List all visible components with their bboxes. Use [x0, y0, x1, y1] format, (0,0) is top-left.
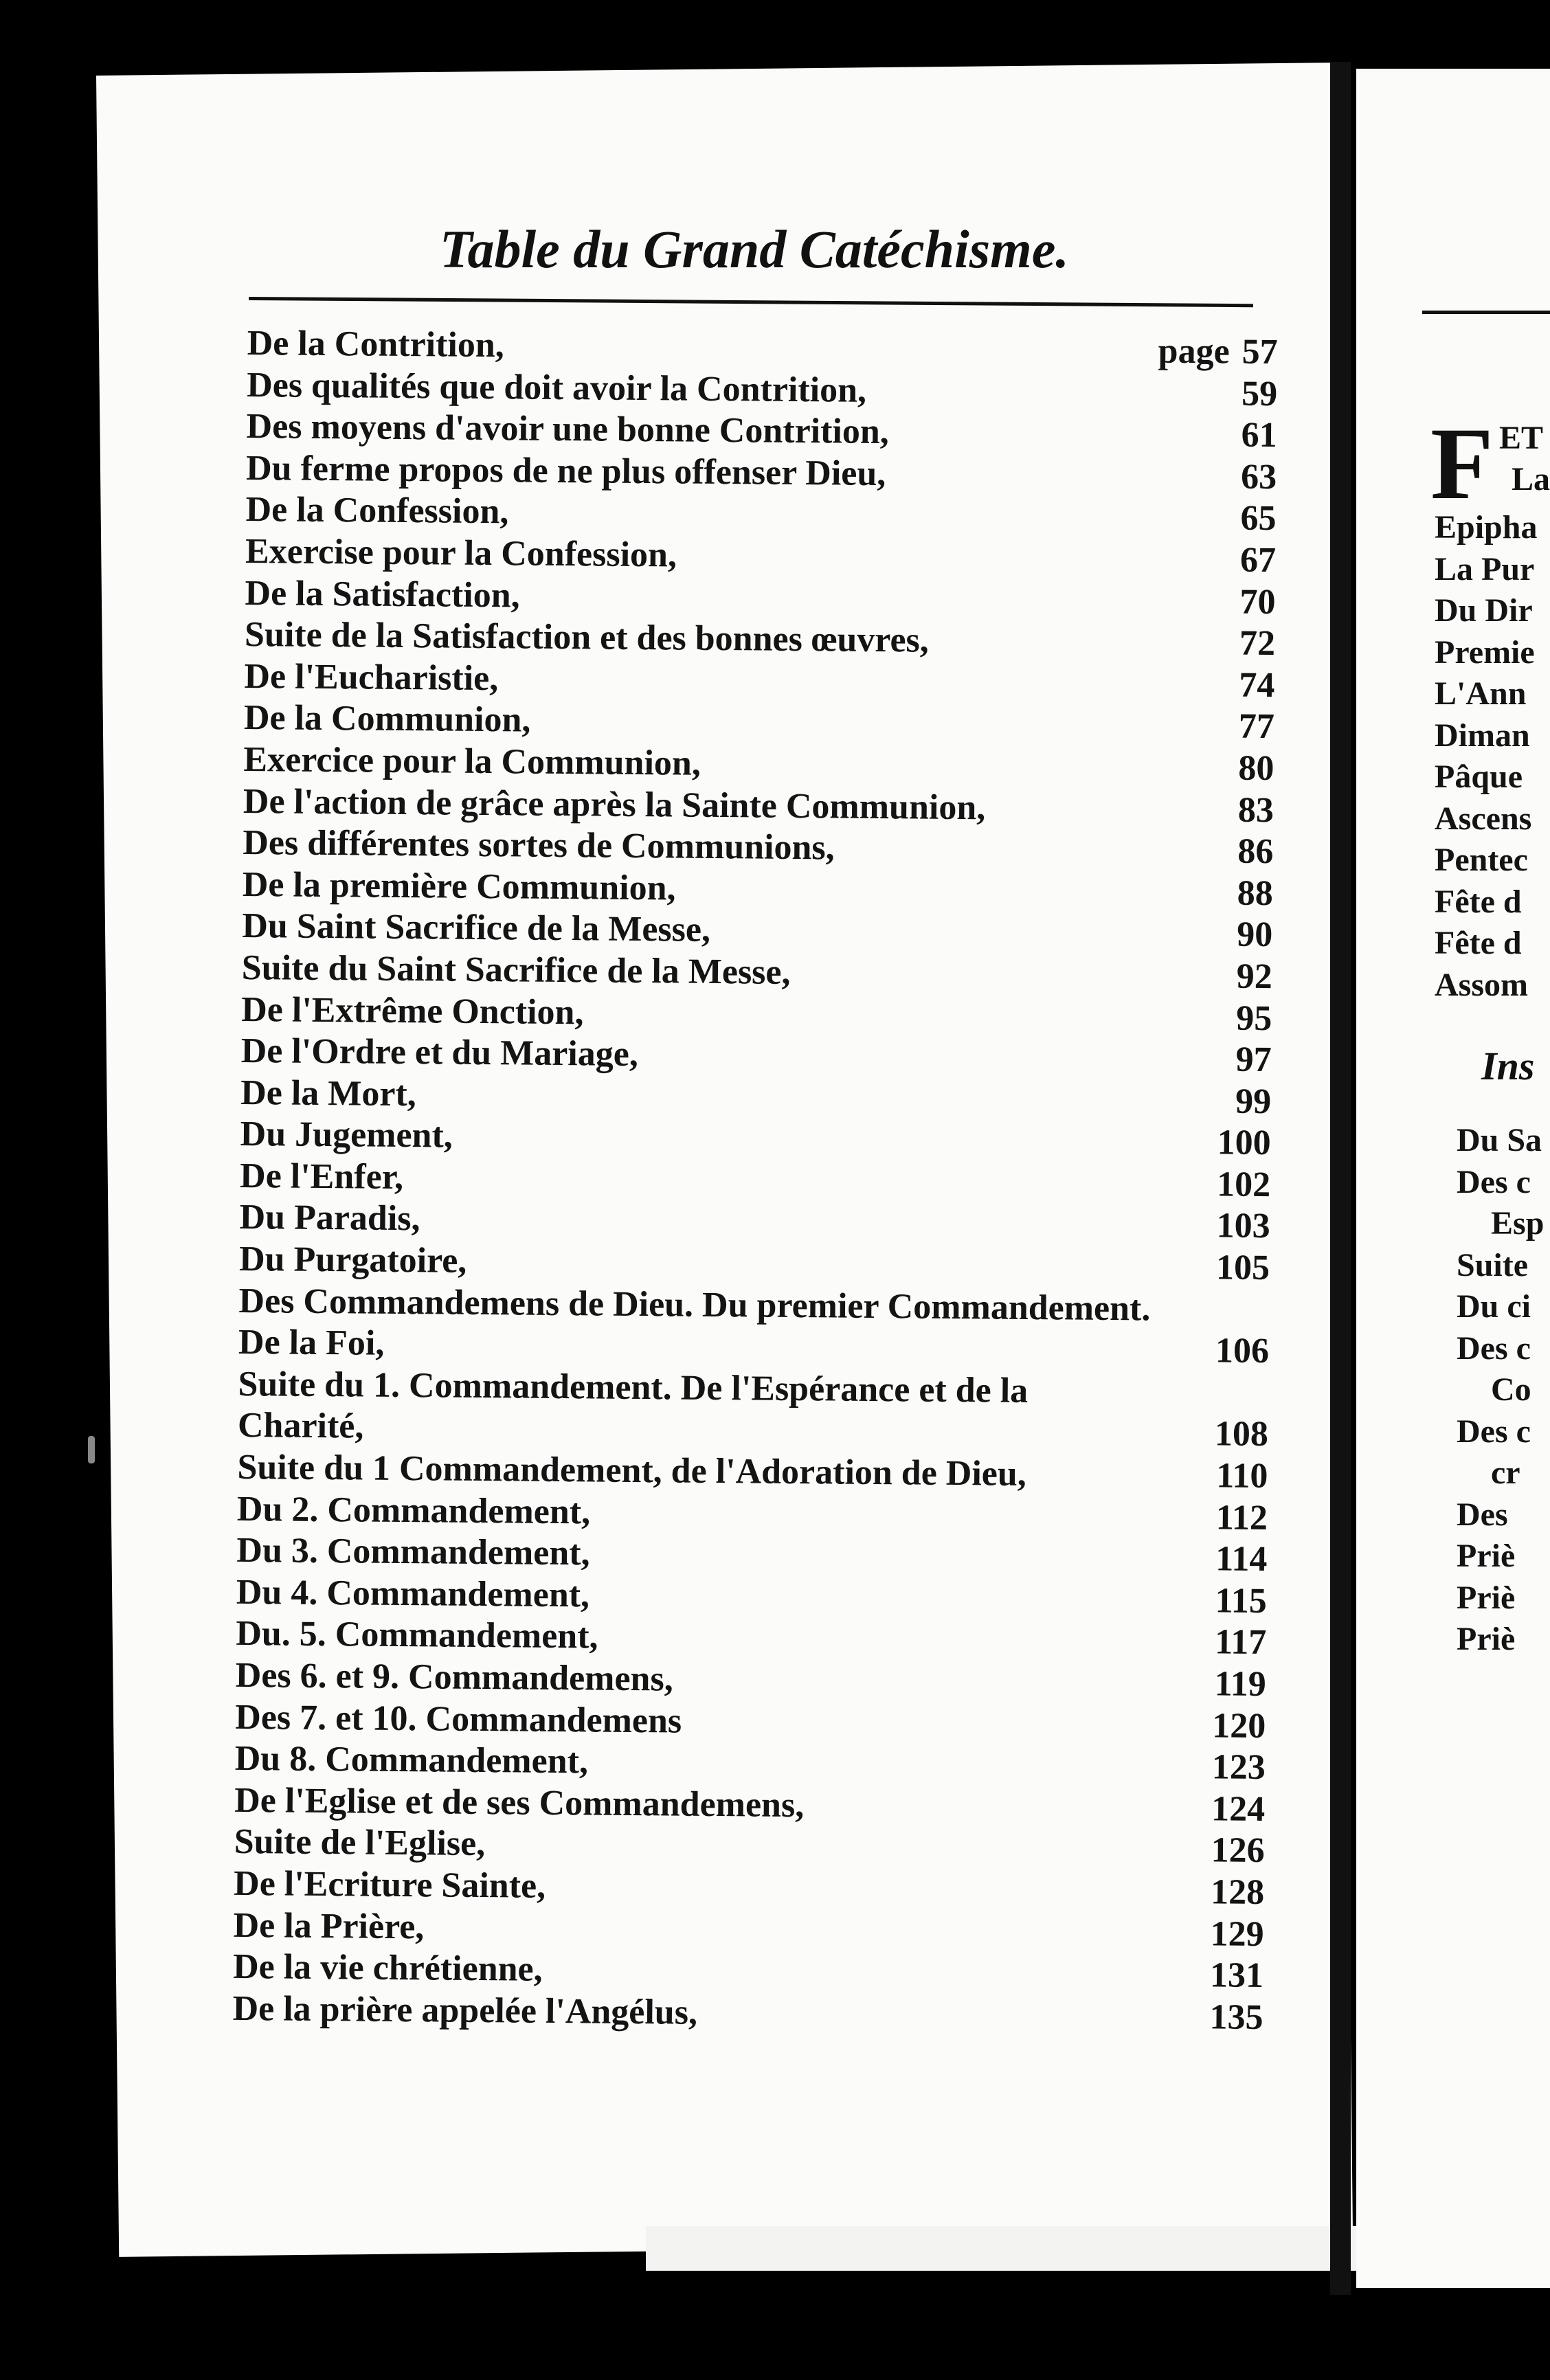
toc-entry-page	[1158, 331, 1278, 374]
toc-entry-title: De l'action de grâce après la Sainte Communion,	[243, 781, 986, 827]
page-number: 129	[1210, 1913, 1264, 1954]
toc-entry-title: Du 4. Commandement,	[236, 1572, 590, 1615]
toc-entry-title: Suite du Saint Sacrifice de la Messe,	[241, 947, 791, 992]
page-number: 90	[1237, 914, 1273, 955]
toc-entry-page	[1199, 1455, 1268, 1497]
toc-entry-title: De l'Enfer,	[239, 1156, 404, 1197]
page-number: 67	[1239, 540, 1277, 581]
right-page-item: Priè	[1457, 1538, 1516, 1574]
drop-cap: F	[1430, 407, 1494, 521]
right-page-item: Pâque	[1435, 759, 1523, 795]
toc-entry-page	[1209, 373, 1278, 415]
right-page-item: Assom	[1435, 966, 1529, 1003]
toc-entry-title: De la Contrition,	[247, 323, 505, 366]
right-page-item: Suite	[1457, 1246, 1529, 1283]
right-page-list-2	[1457, 1120, 1544, 1661]
page-number: 88	[1237, 873, 1274, 913]
right-page-item: Priè	[1457, 1621, 1516, 1657]
toc-entry-page	[1196, 1747, 1266, 1788]
toc-entry-title: Du 2. Commandement,	[236, 1489, 591, 1532]
toc-entry-page	[1195, 1913, 1264, 1955]
toc-entry-title: De l'Eucharistie,	[244, 656, 499, 698]
toc-entry-page	[1204, 914, 1273, 956]
page-number: 110	[1216, 1456, 1268, 1496]
right-page-item: Epipha	[1435, 509, 1538, 546]
toc-entry-page	[1203, 998, 1272, 1040]
toc-entry-page	[1196, 1788, 1266, 1830]
page-number: 72	[1239, 623, 1276, 664]
right-page-item: Co	[1491, 1371, 1531, 1408]
toc-entry-title: De la Confession,	[245, 490, 509, 532]
page-number: 97	[1235, 1040, 1272, 1080]
page-number: 100	[1217, 1123, 1271, 1163]
page-number: 83	[1237, 790, 1274, 830]
page-number: 70	[1239, 582, 1276, 622]
right-page-item: Des c	[1457, 1163, 1531, 1200]
right-page-line1: ET	[1499, 420, 1544, 456]
toc-entry	[238, 1364, 1269, 1456]
page-number: 99	[1235, 1081, 1272, 1121]
toc-entry	[238, 1281, 1270, 1373]
page-number: 128	[1210, 1872, 1265, 1912]
toc-entry-page	[1208, 414, 1277, 456]
page-number: 119	[1214, 1664, 1267, 1705]
toc-entry-page	[1207, 539, 1277, 581]
page-number: 103	[1216, 1206, 1270, 1246]
page-number: 61	[1241, 415, 1277, 456]
right-page-rule	[1422, 311, 1550, 314]
toc-entry-page	[1206, 622, 1276, 664]
toc-entry-page	[1206, 581, 1276, 623]
page-number: 123	[1211, 1747, 1266, 1788]
toc-entry-page	[1201, 1206, 1270, 1248]
right-page-heading: Ins	[1481, 1044, 1535, 1088]
toc-entry-title: De la Mort,	[240, 1073, 417, 1114]
page-number: 74	[1239, 665, 1275, 705]
right-page-item: L'Ann	[1435, 675, 1527, 712]
right-page-item: Ascens	[1435, 800, 1532, 837]
page-number: 105	[1215, 1248, 1270, 1288]
page-number: 126	[1211, 1830, 1265, 1871]
toc-entry-title: Exercise pour la Confession,	[245, 531, 677, 575]
toc-entry-page	[1202, 1164, 1271, 1206]
toc-entry-title: Des différentes sortes de Communions,	[243, 823, 835, 868]
toc-entry-page	[1200, 1330, 1270, 1372]
toc-entry-title: Des qualités que doit avoir la Contrition,	[246, 365, 867, 410]
right-page-item: Premie	[1435, 633, 1535, 671]
page-number: 86	[1237, 831, 1274, 872]
toc-entry-title: De l'Eglise et de ses Commandemens,	[234, 1780, 805, 1825]
toc-entry-title: Exercice pour la Communion,	[243, 739, 701, 783]
page-mark	[88, 1436, 95, 1463]
page-number: 59	[1241, 374, 1278, 414]
page-edge	[646, 2226, 1388, 2271]
page-number: 117	[1214, 1622, 1267, 1663]
page-prefix: page	[1158, 331, 1230, 372]
toc-entry-page	[1204, 831, 1274, 873]
toc-entry-title: De la première Communion,	[242, 864, 676, 908]
toc-entry-title: Suite du 1 Commandement, de l'Adoration de Dieu,	[237, 1447, 1027, 1494]
page-number: 124	[1211, 1789, 1266, 1829]
toc-entry-title: Des Commandemens de Dieu. Du premier Commandement. De la Foi,	[238, 1281, 1151, 1364]
toc-entry-page	[1208, 456, 1277, 498]
right-page-item: Priè	[1457, 1579, 1516, 1616]
toc-entry-page	[1198, 1580, 1268, 1622]
toc-entry-title: Du 8. Commandement,	[234, 1739, 589, 1782]
toc-entry-title: De la vie chrétienne,	[232, 1947, 543, 1989]
toc-entry-page	[1207, 498, 1277, 540]
toc-entry-page	[1200, 1414, 1269, 1456]
page-number: 92	[1236, 956, 1273, 996]
toc-entry-page	[1194, 1997, 1263, 2039]
page-number: 65	[1240, 499, 1277, 539]
right-page-item: Du Dir	[1435, 592, 1533, 629]
right-page-item: Fête d	[1435, 925, 1522, 961]
toc-entry-page	[1197, 1663, 1266, 1705]
page-number: 135	[1209, 1997, 1263, 2037]
toc-entry-title: Des 7. et 10. Commandemens	[235, 1697, 682, 1741]
page-number: 106	[1215, 1331, 1270, 1371]
right-page-item: Diman	[1435, 717, 1530, 754]
toc-entry-page	[1203, 956, 1272, 998]
right-page-item: Des c	[1457, 1329, 1531, 1367]
right-page-item: cr	[1491, 1455, 1520, 1491]
page-number: 120	[1211, 1705, 1266, 1746]
toc-entry-title: Suite de l'Eglise,	[234, 1822, 486, 1864]
toc-entry-title: Du Purgatoire,	[238, 1239, 467, 1281]
toc-entry-page	[1198, 1622, 1267, 1664]
page-number: 115	[1215, 1581, 1268, 1621]
page-number: 95	[1235, 998, 1272, 1038]
toc-entry-page	[1205, 748, 1274, 789]
toc-entry-page	[1197, 1705, 1266, 1747]
toc-entry-title: De la Prière,	[233, 1905, 425, 1946]
toc-entry-page	[1195, 1955, 1264, 1997]
toc-entry-title: De l'Extrême Onction,	[241, 989, 584, 1032]
toc-entry-page	[1206, 664, 1275, 706]
toc-entry-title: Du 3. Commandement,	[236, 1531, 590, 1573]
toc-entry-title: De la Satisfaction,	[245, 573, 520, 616]
right-page-item: Du ci	[1457, 1288, 1531, 1325]
toc-entry-title: De l'Ecriture Sainte,	[233, 1863, 546, 1906]
right-page-item: Des	[1457, 1496, 1508, 1533]
toc-entry-page	[1206, 706, 1275, 748]
right-page-item: Du Sa	[1457, 1122, 1542, 1158]
toc-entry-page	[1202, 1039, 1272, 1081]
toc-entry-page	[1201, 1247, 1270, 1289]
toc-entry-page	[1195, 1872, 1265, 1913]
book-gutter	[1330, 62, 1351, 2295]
right-page-line2: La	[1512, 461, 1550, 497]
toc-entry-title: Du Saint Sacrifice de la Messe,	[242, 906, 711, 950]
toc-entry-page	[1199, 1497, 1268, 1539]
toc-entry-title: Des moyens d'avoir une bonne Contrition,	[246, 407, 890, 452]
right-page-list	[1435, 507, 1537, 1006]
toc-entry-page	[1195, 1830, 1265, 1872]
toc-entry-title: Des 6. et 9. Commandemens,	[235, 1655, 673, 1699]
right-page-item: La Pur	[1435, 550, 1535, 587]
right-page-item: Esp	[1491, 1205, 1545, 1242]
toc-entry-title: Du ferme propos de ne plus offenser Dieu,	[245, 448, 886, 493]
toc-entry-title: De la prière appelée l'Angélus,	[232, 1988, 698, 2032]
toc-entry-title: Du Jugement,	[240, 1114, 453, 1156]
toc-entry-title: Suite de la Satisfaction et des bonnes œuvres,	[244, 615, 930, 660]
toc-entry-title: De l'Ordre et du Mariage,	[240, 1031, 639, 1075]
toc-entry-title: Du Paradis,	[239, 1198, 420, 1239]
page-number: 57	[1242, 332, 1278, 372]
toc-entry-page	[1202, 1081, 1272, 1123]
page-number: 80	[1238, 748, 1274, 789]
page-number: 114	[1215, 1539, 1268, 1580]
toc-entry-title: Suite du 1. Commandement. De l'Espérance et de la Charité,	[237, 1364, 1029, 1446]
page-number: 108	[1214, 1414, 1269, 1455]
toc-entry-page	[1198, 1538, 1268, 1580]
toc-entry-title: De la Communion,	[243, 698, 531, 740]
page-number: 131	[1209, 1955, 1264, 1996]
page-title: Table du Grand Catéchisme.	[440, 219, 1069, 279]
page-number: 102	[1216, 1165, 1271, 1204]
toc-entry-page	[1205, 789, 1274, 831]
right-page-item: Pentec	[1435, 842, 1528, 878]
toc-entry-page	[1204, 873, 1274, 914]
page-number: 77	[1238, 706, 1275, 747]
toc-entry-page	[1202, 1122, 1271, 1164]
toc-entry-title: Du. 5. Commandement,	[236, 1614, 598, 1657]
page-number: 112	[1215, 1497, 1268, 1538]
table-of-contents	[232, 323, 1278, 2039]
page-number: 63	[1240, 457, 1277, 497]
right-page-item: Des c	[1457, 1413, 1531, 1450]
right-page-item: Fête d	[1435, 883, 1522, 920]
